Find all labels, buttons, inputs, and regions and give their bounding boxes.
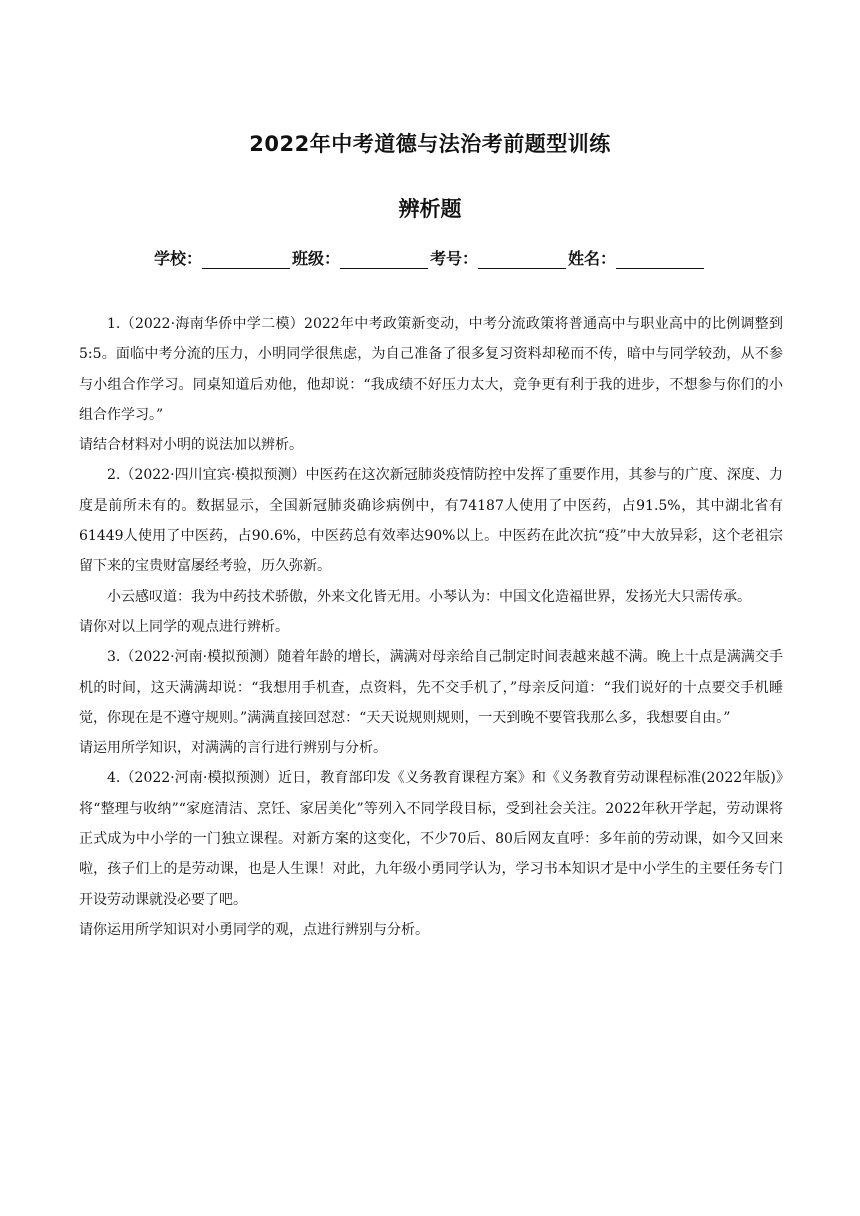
exam-number-label: 考号： (430, 249, 479, 268)
question-3 (79, 642, 783, 763)
name-label: 姓名： (568, 249, 617, 268)
question-4-requirement: 请你运用所学知识对小勇同学的观，点进行辨别与分析。 (79, 921, 429, 938)
class-label: 班级： (291, 249, 340, 268)
question-list (79, 309, 783, 945)
exam-number-blank (478, 254, 566, 269)
question-2 (79, 460, 783, 642)
question-3-requirement: 请运用所学知识，对满满的言行进行辨别与分析。 (79, 740, 387, 757)
school-field (154, 246, 292, 269)
question-1-requirement: 请结合材料对小明的说法加以辨析。 (79, 437, 303, 454)
question-2-requirement: 请你对以上同学的观点进行辨析。 (79, 618, 289, 635)
exam-number-field (430, 246, 568, 269)
question-3-material: 3.（2022·河南·模拟预测）随着年龄的增长，满满对母亲给自己制定时间表越来越不满。晚上十点是满满交手机的时间，这天满满却说：“我想用手机查，点资料，先不交手机了，”母亲反问道：“我们说好的十点要交手机睡觉，你现在是不遵守规则。”满满直接回怼怼：“天天说规则规则，一天到晚不要管我那么多，我想要自由。” (79, 649, 783, 726)
name-field (568, 246, 706, 269)
name-blank (616, 254, 704, 269)
document-subtitle: 辨析题 (398, 197, 462, 221)
question-1 (79, 309, 783, 460)
question-2-material: 2.（2022·四川宜宾·模拟预测）中医药在这次新冠肺炎疫情防控中发挥了重要作用，其参与的广度、深度、力度是前所未有的。数据显示，全国新冠肺炎确诊病例中，有74187人使用了中医药，占91.5%，其中湖北省有61449人使用了中医药，占90.6%，中医药总有效率达90%以上。中医药在此次抗“疫”中大放异彩，这个老祖宗留下来的宝贵财富屡经考验，历久弥新。 (79, 467, 783, 575)
class-field (292, 246, 430, 269)
question-4-material: 4.（2022·河南·模拟预测）近日，教育部印发《义务教育课程方案》和《义务教育劳动课程标准(2022年版)》将“整理与收纳”“家庭清洁、烹饪、家居美化”等列入不同学段目标，受到社会关注。2022年秋开学起，劳动课将正式成为中小学的一门独立课程。对新方案的这变化，不少70后、80后网友直呼：多年前的劳动课，如今又回来啦，孩子们上的是劳动课，也是人生课！对此，九年级小勇同学认为，学习书本知识才是中小学生的主要任务专门开设劳动课就没必要了吧。 (79, 770, 783, 908)
class-blank (340, 254, 428, 269)
question-1-material: 1.（2022·海南华侨中学二模）2022年中考政策新变动，中考分流政策将普通高中与职业高中的比例调整到5:5。面临中考分流的压力，小明同学很焦虑，为自己准备了很多复习资料却秘而不传，暗中与同学较劲，从不参与小组合作学习。同桌知道后劝他，他却说：“我成绩不好压力太大，竞争更有利于我的进步，不想参与你们的小组合作学习。” (79, 316, 783, 423)
question-4 (79, 763, 783, 945)
school-blank (202, 254, 290, 269)
student-info-line (0, 246, 860, 269)
school-label: 学校： (153, 249, 202, 268)
question-2-viewpoints: 小云感叹道：我为中药技术骄傲，外来文化皆无用。小琴认为：中国文化造福世界，发扬光大只需传承。 (107, 588, 751, 605)
document-title: 2022年中考道德与法治考前题型训练 (249, 132, 611, 156)
